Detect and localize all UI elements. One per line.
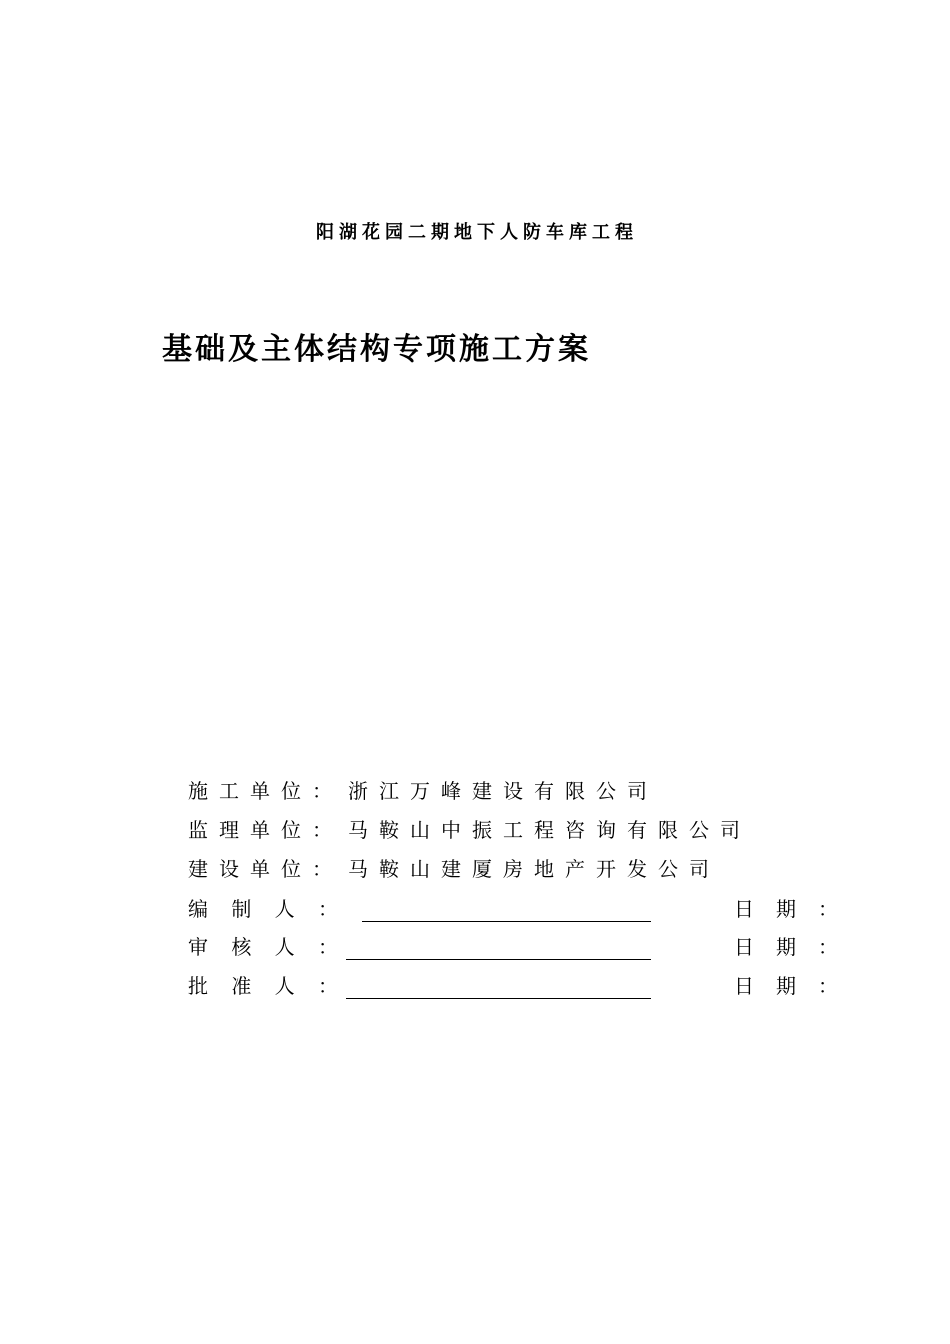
date-label: 日 期 ： <box>734 974 838 998</box>
info-row-owner-unit <box>188 854 848 884</box>
signature-row-reviewer <box>188 932 848 962</box>
signature-label: 编 制 人 ： <box>188 897 338 921</box>
info-value: 马鞍山建厦房地产开发公司 <box>348 857 720 881</box>
info-label: 施工单位： <box>188 779 343 803</box>
signature-label: 批 准 人 ： <box>188 974 338 998</box>
signature-row-approver <box>188 971 848 1001</box>
signature-label: 审 核 人 ： <box>188 935 338 959</box>
project-name: 阳湖花园二期地下人防车库工程 <box>316 222 638 243</box>
info-value: 马鞍山中振工程咨询有限公司 <box>348 818 751 842</box>
info-label: 监理单位： <box>188 818 343 842</box>
signature-line[interactable] <box>346 998 651 999</box>
signature-line[interactable] <box>362 921 651 922</box>
document-title: 基础及主体结构专项施工方案 <box>162 332 591 367</box>
date-label: 日 期 ： <box>734 935 838 959</box>
signature-row-compiler <box>188 894 848 924</box>
info-row-supervision-unit <box>188 815 848 845</box>
signature-line[interactable] <box>346 959 651 960</box>
info-row-construction-unit <box>188 776 848 806</box>
info-value: 浙江万峰建设有限公司 <box>348 779 658 803</box>
date-label: 日 期 ： <box>734 897 838 921</box>
info-label: 建设单位： <box>188 857 343 881</box>
